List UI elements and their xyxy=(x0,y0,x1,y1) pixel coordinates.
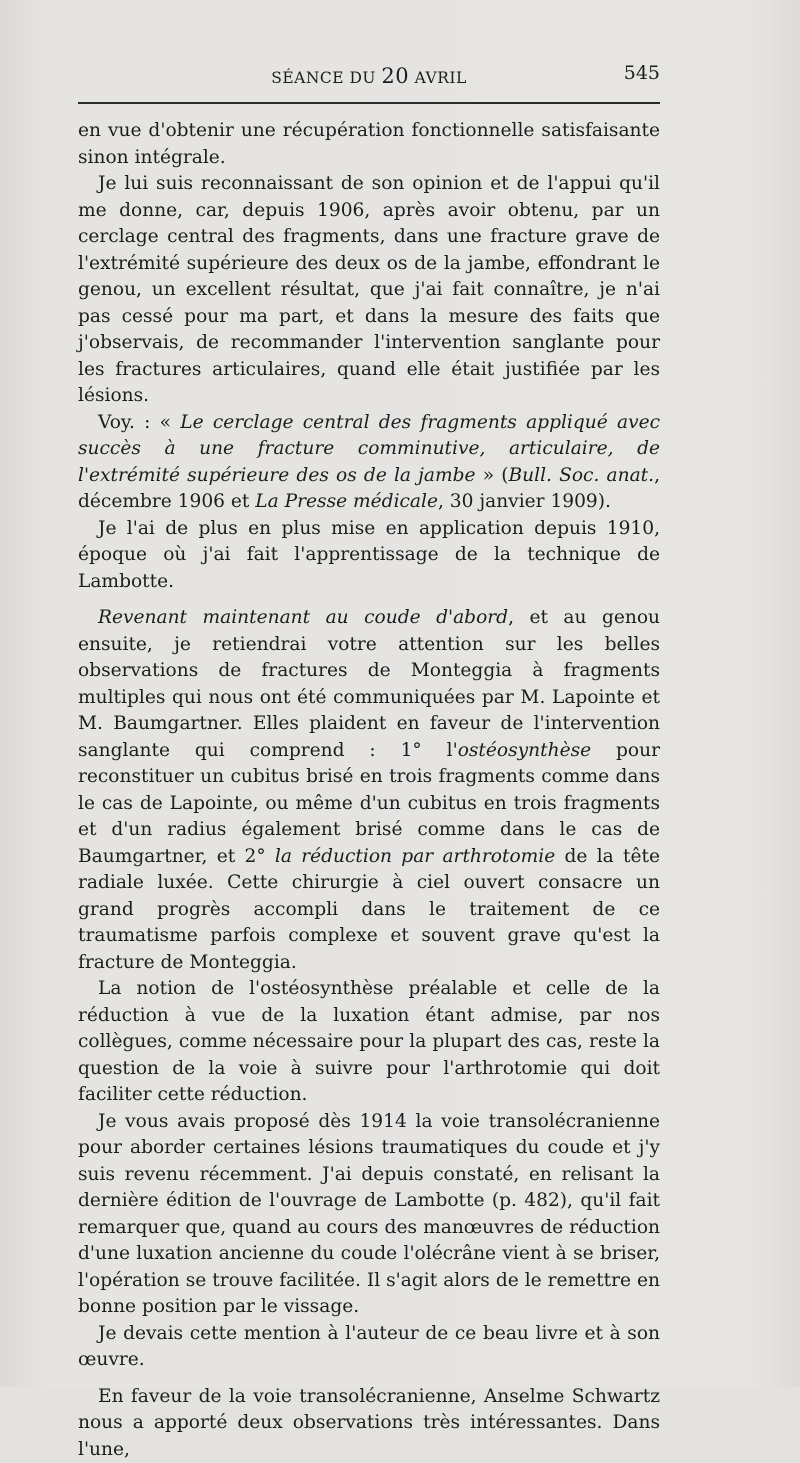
p5-italic-reduction: la réduction par arthrotomie xyxy=(275,846,555,867)
page-number: 545 xyxy=(624,62,660,84)
reference-sep: » ( xyxy=(476,465,509,486)
paragraph-1: en vue d'obtenir une récupération fonctionnelle satisfaisante sinon intégrale. xyxy=(78,118,660,171)
reference-title: Le cerclage central des fragments appliqué avec succès à une fracture comminutive, articulaire, de l'extrémité supérieure des os de la jambe xyxy=(78,412,660,486)
p5-italic-osteosynthese: ostéosynthèse xyxy=(458,740,591,761)
paragraph-4: Je l'ai de plus en plus mise en application depuis 1910, époque où j'ai fait l'apprentissage de la technique de Lambotte. xyxy=(78,516,660,596)
body-text xyxy=(78,118,660,1463)
paragraph-9: En faveur de la voie transolécranienne, Anselme Schwartz nous a apporté deux observations très intéressantes. Dans l'une, xyxy=(78,1384,660,1463)
reference-journal-1: Bull. Soc. anat. xyxy=(509,465,655,486)
running-title-part-b: AVRIL xyxy=(409,69,467,87)
p5-lead-italic: Revenant maintenant au coude d'abord xyxy=(98,607,508,628)
reference-prefix: Voy. : « xyxy=(98,412,180,433)
reference-date-1: , décembre 1906 et xyxy=(78,465,660,513)
reference-journal-2: La Presse médicale xyxy=(255,491,438,512)
p5-text-2: pour reconstituer un cubitus brisé en trois fragments comme dans le cas de Lapointe, ou même d'un cubitus en trois fragments et d'un radius également brisé comme dans le cas de Baumgartner, et 2° xyxy=(78,740,660,867)
paragraph-8: Je devais cette mention à l'auteur de ce beau livre et à son œuvre. xyxy=(78,1321,660,1374)
running-header xyxy=(78,62,660,88)
paragraph-3-reference xyxy=(78,410,660,516)
paragraph-2: Je lui suis reconnaissant de son opinion et de l'appui qu'il me donne, car, depuis 1906, après avoir obtenu, par un cerclage central des fragments, dans une fracture grave de l'extrémité supérieure des deux os de la jambe, effondrant le genou, un excellent résultat, que j'ai fait connaître, je n'ai pas cessé pour ma part, et dans la mesure des faits que j'observais, de recommander l'intervention sanglante pour les fractures articulaires, quand elle était justifiée par les lésions. xyxy=(78,171,660,410)
running-title xyxy=(78,64,660,88)
reference-date-2: , 30 janvier 1909). xyxy=(438,491,611,512)
paragraph-5 xyxy=(78,605,660,976)
header-rule xyxy=(78,102,660,104)
running-title-day: 20 xyxy=(381,64,409,88)
p5-text-1: , et au genou ensuite, je retiendrai votre attention sur les belles observations de fractures de Monteggia à fragments multiples qui nous ont été communiquées par M. Lapointe et M. Baumgartner. Elles plaident en faveur de l'intervention sanglante qui comprend : 1° l' xyxy=(78,607,660,761)
p5-text-3: de la tête radiale luxée. Cette chirurgie à ciel ouvert consacre un grand progrès accompli dans le traitement de ce traumatisme parfois complexe et souvent grave qu'est la fracture de Monteggia. xyxy=(78,846,660,973)
paragraph-7: Je vous avais proposé dès 1914 la voie transolécranienne pour aborder certaines lésions traumatiques du coude et j'y suis revenu récemment. J'ai depuis constaté, en relisant la dernière édition de l'ouvrage de Lambotte (p. 482), qu'il fait remarquer que, quand au cours des manœuvres de réduction d'une luxation ancienne du coude l'olécrâne vient à se briser, l'opération se trouve facilitée. Il s'agit alors de le remettre en bonne position par le vissage. xyxy=(78,1109,660,1321)
paragraph-6: La notion de l'ostéosynthèse préalable et celle de la réduction à vue de la luxation étant admise, par nos collègues, comme nécessaire pour la plupart des cas, reste la question de la voie à suivre pour l'arthrotomie qui doit faciliter cette réduction. xyxy=(78,976,660,1109)
running-title-part-a: SÉANCE DU xyxy=(271,69,381,87)
